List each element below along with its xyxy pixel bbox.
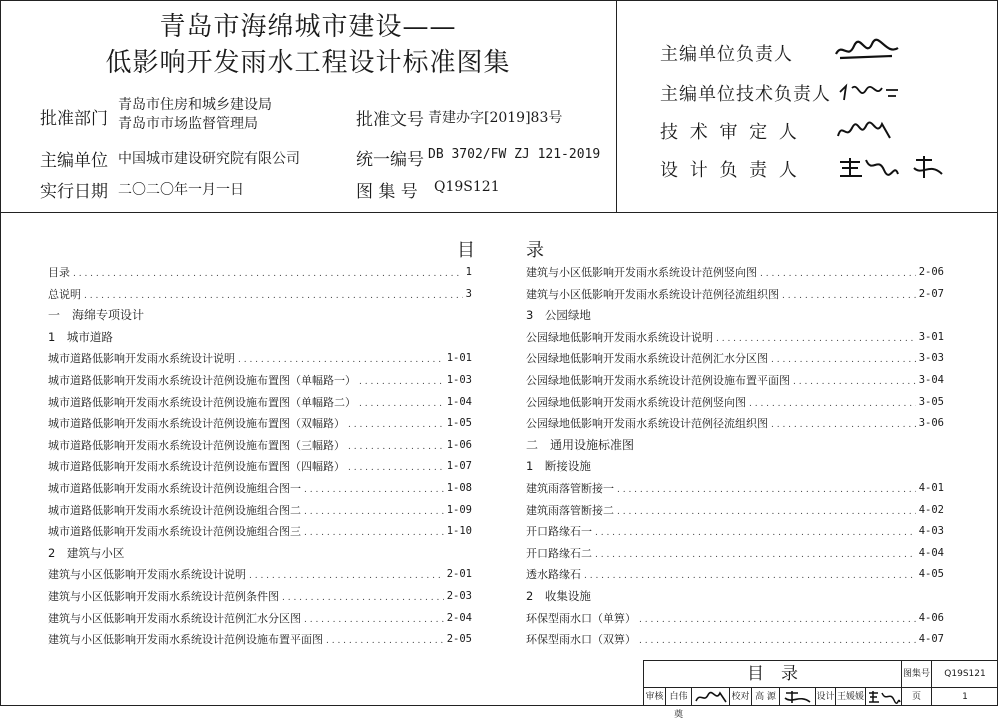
toc-entry-page: 2-07 — [918, 287, 944, 300]
check-signature — [780, 688, 816, 706]
toc-entry-title: 城市道路低影响开发雨水系统设计范例设施布置图（单幅路二） — [48, 395, 356, 409]
toc-leader-dots — [749, 392, 916, 414]
header-vertical-divider — [616, 0, 617, 212]
toc-entry-page: 1 — [465, 266, 472, 278]
atlas-title-line2: 低影响开发雨水工程设计标准图集 — [105, 48, 511, 78]
toc-entry — [526, 327, 944, 349]
toc-entry — [48, 413, 472, 435]
toc-leader-dots — [249, 564, 444, 586]
atlas-no-value: Q19S121 — [434, 179, 500, 195]
toc-entry-page: 4-05 — [918, 568, 944, 581]
toc-entry-page: 1-06 — [446, 438, 472, 451]
toc-entry-title: 建筑与小区低影响开发雨水系统设计范例设施布置平面图 — [48, 633, 323, 647]
toc-entry — [48, 586, 472, 608]
toc-leader-dots — [348, 456, 444, 478]
toc-entry-title: 2 收集设施 — [526, 588, 591, 603]
toc-entry-title: 公园绿地低影响开发雨水系统设计范例竖向图 — [526, 395, 746, 409]
toc-title-char1: 目 — [457, 240, 475, 261]
toc-entry-title: 透水路缘石 — [526, 568, 581, 582]
approval-dept-value — [118, 96, 272, 134]
toc-entry-page: 1-09 — [446, 503, 472, 516]
toc-entry-title: 建筑与小区低影响开发雨水系统设计范例汇水分区图 — [48, 611, 301, 625]
title-block-atlas-value: Q19S121 — [932, 661, 998, 688]
toc-entry-title: 3 公园绿地 — [526, 308, 591, 323]
toc-entry-page: 3-04 — [918, 373, 944, 386]
toc-entry — [48, 608, 472, 630]
toc-leader-dots — [584, 564, 916, 586]
toc-entry-title: 一 海绵专项设计 — [48, 308, 145, 323]
toc-leader-dots — [304, 500, 444, 522]
toc-entry — [526, 564, 944, 586]
toc-entry-title: 2 建筑与小区 — [48, 545, 125, 560]
toc-entry-page: 2-01 — [446, 568, 472, 581]
toc-section-heading — [526, 305, 944, 327]
toc-entry — [526, 262, 944, 284]
toc-leader-dots — [348, 413, 444, 435]
atlas-no-label: 图 集 号 — [356, 182, 418, 202]
toc-entry — [48, 564, 472, 586]
title-block — [643, 660, 998, 720]
technical-reviewer-label: 技 术 审 定 人 — [660, 122, 800, 143]
effective-date-label: 实行日期 — [40, 182, 108, 202]
toc-entry-title: 1 断接设施 — [526, 459, 591, 474]
toc-entry — [526, 543, 944, 565]
toc-leader-dots — [84, 284, 463, 306]
header-divider — [0, 212, 998, 213]
toc-entry — [526, 500, 944, 522]
toc-entry-title: 城市道路低影响开发雨水系统设计范例设施布置图（四幅路） — [48, 460, 345, 474]
review-signature-mark — [692, 688, 730, 706]
toc-entry-page: 4-03 — [918, 525, 944, 538]
toc-entry-title: 开口路缘石二 — [526, 546, 592, 560]
toc-title-char2: 录 — [526, 240, 544, 261]
review-label: 审核 — [644, 688, 666, 706]
toc-entry — [526, 478, 944, 500]
design-name: 王媛媛 — [836, 688, 866, 706]
toc-entry-title: 1 城市道路 — [48, 329, 113, 344]
atlas-title-line1: 青岛市海绵城市建设—— — [159, 12, 457, 42]
toc-leader-dots — [617, 478, 916, 500]
toc-leader-dots — [304, 521, 444, 543]
toc-entry — [48, 284, 472, 306]
review-signature — [692, 688, 730, 706]
toc-entry-page: 4-02 — [918, 503, 944, 516]
toc-leader-dots — [771, 348, 916, 370]
toc-entry-title: 建筑雨落管断接一 — [526, 481, 614, 495]
toc-entry-title: 建筑与小区低影响开发雨水系统设计范例竖向图 — [526, 266, 757, 279]
toc-entry-title: 城市道路低影响开发雨水系统设计范例设施布置图（双幅路） — [48, 417, 345, 431]
toc-entry-page: 1-04 — [446, 395, 472, 408]
chief-unit-label: 主编单位 — [40, 151, 108, 171]
toc-entry — [48, 500, 472, 522]
toc-entry-page: 2-06 — [918, 266, 944, 278]
page-label: 页 — [902, 688, 932, 706]
toc-leader-dots — [617, 500, 916, 522]
toc-leader-dots — [326, 629, 444, 651]
toc-entry-page: 4-06 — [918, 611, 944, 624]
toc-section-heading — [526, 456, 944, 478]
toc-entry-page: 2-05 — [446, 633, 472, 646]
title-block-title: 目 录 — [644, 661, 902, 688]
toc-leader-dots — [760, 262, 916, 284]
toc-entry-title: 目录 — [48, 266, 70, 279]
approval-dept-label: 批准部门 — [40, 109, 108, 129]
toc-entry — [526, 284, 944, 306]
toc-entry-page: 2-04 — [446, 611, 472, 624]
toc-entry — [48, 392, 472, 414]
design-signature — [866, 688, 902, 706]
signature-technical-reviewer — [834, 116, 896, 144]
toc-entry — [526, 521, 944, 543]
toc-leader-dots — [348, 435, 444, 457]
toc-entry-title: 公园绿地低影响开发雨水系统设计说明 — [526, 330, 713, 344]
toc-section-heading — [48, 305, 472, 327]
review-name: 白伟奠 — [666, 688, 692, 706]
toc-entry — [48, 629, 472, 651]
toc-entry-title: 建筑雨落管断接二 — [526, 503, 614, 517]
toc-entry — [526, 608, 944, 630]
toc-entry-title: 建筑与小区低影响开发雨水系统设计说明 — [48, 568, 246, 582]
toc-entry-title: 城市道路低影响开发雨水系统设计范例设施布置图（三幅路） — [48, 438, 345, 452]
signature-chief-tech-head — [836, 78, 902, 106]
chief-unit-head-label: 主编单位负责人 — [660, 44, 793, 65]
design-label: 设计 — [816, 688, 836, 706]
toc-leader-dots — [639, 608, 916, 630]
check-name: 高 源 — [752, 688, 780, 706]
toc-leader-dots — [716, 327, 916, 349]
toc-entry-page: 4-01 — [918, 481, 944, 494]
toc-leader-dots — [595, 521, 916, 543]
effective-date-value: 二〇二〇年一月一日 — [118, 182, 244, 198]
toc-entry-page: 1-07 — [446, 460, 472, 473]
toc-entry-title: 公园绿地低影响开发雨水系统设计范例径流组织图 — [526, 417, 768, 431]
toc-leader-dots — [359, 370, 444, 392]
unified-no-value: DB 3702/FW ZJ 121-2019 — [428, 147, 601, 162]
toc-entry-page: 1-08 — [446, 481, 472, 494]
toc-entry-title: 建筑与小区低影响开发雨水系统设计范例径流组织图 — [526, 287, 779, 301]
toc-entry — [48, 348, 472, 370]
signature-chief-unit-head — [832, 36, 902, 66]
toc-entry-page: 3-03 — [918, 352, 944, 365]
toc-leader-dots — [282, 586, 444, 608]
approval-doc-label: 批准文号 — [356, 110, 424, 130]
toc-entry-page: 4-04 — [918, 546, 944, 559]
signature-design-lead — [836, 152, 956, 182]
toc-entry-title: 城市道路低影响开发雨水系统设计范例设施组合图一 — [48, 481, 301, 495]
approval-dept-line2: 青岛市市场监督管理局 — [118, 116, 258, 132]
toc-entry-page: 1-01 — [446, 352, 472, 365]
toc-entry-page: 1-05 — [446, 417, 472, 430]
toc-leader-dots — [793, 370, 916, 392]
toc-section-heading — [526, 586, 944, 608]
toc-leader-dots — [359, 392, 444, 414]
toc-entry-title: 总说明 — [48, 287, 81, 301]
toc-section-heading — [48, 543, 472, 565]
toc-right-column — [526, 262, 944, 651]
toc-entry — [526, 370, 944, 392]
toc-entry-page: 3 — [465, 287, 472, 300]
toc-entry-title: 建筑与小区低影响开发雨水系统设计范例条件图 — [48, 589, 279, 603]
page-value: 1 — [962, 692, 968, 702]
toc-entry-title: 城市道路低影响开发雨水系统设计范例设施组合图二 — [48, 503, 301, 517]
toc-leader-dots — [304, 478, 444, 500]
toc-entry — [48, 478, 472, 500]
toc-entry-title: 二 通用设施标准图 — [526, 437, 635, 452]
toc-entry-title: 环保型雨水口（双箅） — [526, 633, 636, 647]
toc-entry-title: 公园绿地低影响开发雨水系统设计范例设施布置平面图 — [526, 373, 790, 387]
toc-leader-dots — [595, 543, 916, 565]
check-signature-mark — [780, 688, 816, 706]
toc-entry-page: 3-06 — [918, 417, 944, 430]
toc-entry-page: 1-03 — [446, 373, 472, 386]
toc-entry-title: 公园绿地低影响开发雨水系统设计范例汇水分区图 — [526, 352, 768, 366]
toc-leader-dots — [771, 413, 916, 435]
approval-dept-line1: 青岛市住房和城乡建设局 — [118, 97, 272, 113]
toc-entry-title: 开口路缘石一 — [526, 525, 592, 539]
toc-entry — [48, 435, 472, 457]
toc-leader-dots — [639, 629, 916, 651]
check-label: 校对 — [730, 688, 752, 706]
toc-leader-dots — [304, 608, 444, 630]
title-block-atlas-label: 图集号 — [902, 661, 932, 688]
toc-leader-dots — [782, 284, 916, 306]
toc-entry — [526, 629, 944, 651]
toc-entry — [526, 413, 944, 435]
toc-left-column — [48, 262, 472, 651]
toc-entry — [526, 392, 944, 414]
toc-entry-page: 1-10 — [446, 525, 472, 538]
toc-entry — [48, 262, 472, 284]
toc-entry — [526, 348, 944, 370]
design-signature-mark — [866, 688, 902, 706]
toc-entry-title: 环保型雨水口（单箅） — [526, 611, 636, 625]
toc-entry-page: 4-07 — [918, 633, 944, 646]
toc-entry-title: 城市道路低影响开发雨水系统设计说明 — [48, 352, 235, 366]
toc-leader-dots — [238, 348, 444, 370]
toc-entry — [48, 456, 472, 478]
toc-entry-page: 2-03 — [446, 589, 472, 602]
toc-section-heading — [48, 327, 472, 349]
design-lead-label: 设 计 负 责 人 — [660, 160, 800, 181]
approval-doc-value: 青建办字[2019]83号 — [428, 110, 563, 126]
chief-unit-value: 中国城市建设研究院有限公司 — [118, 151, 300, 167]
unified-no-label: 统一编号 — [356, 150, 424, 170]
toc-entry-title: 城市道路低影响开发雨水系统设计范例设施布置图（单幅路一） — [48, 373, 356, 387]
toc-entry — [48, 370, 472, 392]
chief-tech-head-label: 主编单位技术负责人 — [660, 84, 831, 105]
toc-leader-dots — [73, 262, 463, 284]
toc-entry — [48, 521, 472, 543]
toc-entry-page: 3-05 — [918, 395, 944, 408]
toc-section-heading — [526, 435, 944, 457]
toc-entry-title: 城市道路低影响开发雨水系统设计范例设施组合图三 — [48, 525, 301, 539]
toc-entry-page: 3-01 — [918, 330, 944, 343]
